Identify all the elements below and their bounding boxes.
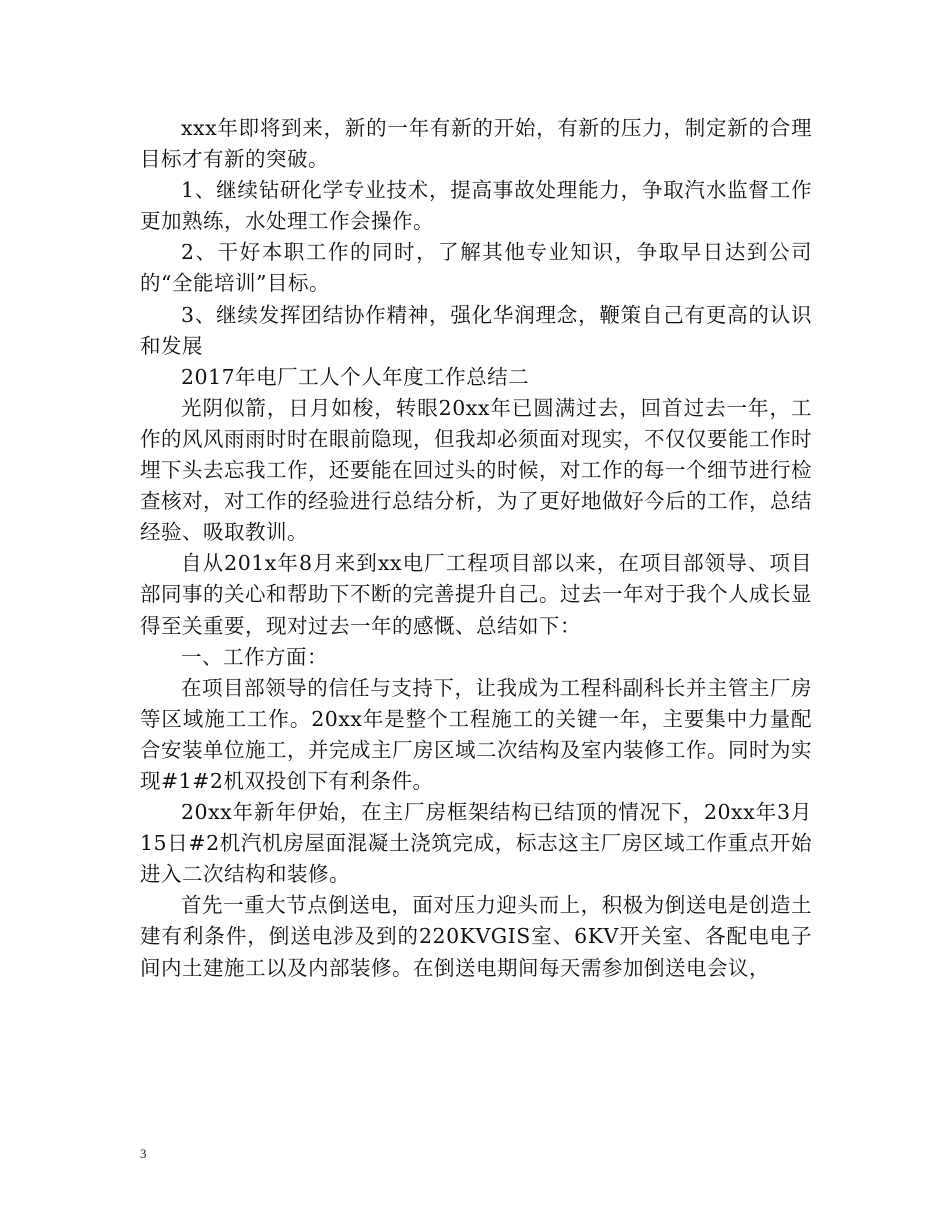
paragraph-11: 首先一重大节点倒送电，面对压力迎头而上，积极为倒送电是创造土建有利条件，倒送电涉及到的220KVGIS室、6KV开关室、各配电电子间内土建施工以及内部装修。在倒送电期间每天需参加倒送电会议， <box>140 893 812 980</box>
paragraph-3: 2、干好本职工作的同时，了解其他专业知识，争取早日达到公司的“全能培训”目标。 <box>140 240 812 296</box>
section-title: 2017年电厂工人个人年度工作总结二 <box>181 364 530 389</box>
paragraph-2: 1、继续钻研化学专业技术，提高事故处理能力，争取汽水监督工作更加熟练，水处理工作会操作。 <box>140 178 812 234</box>
paragraph-7: 自从201x年8月来到xx电厂工程项目部以来，在项目部领导、项目部同事的关心和帮助下不断的完善提升自己。过去一年对于我个人成长显得至关重要，现对过去一年的感慨、总结如下： <box>140 551 812 638</box>
page-number: 3 <box>140 1146 147 1161</box>
paragraph-4: 3、继续发挥团结协作精神，强化华润理念，鞭策自己有更高的认识和发展 <box>140 302 812 358</box>
document-body <box>140 113 812 984</box>
subsection-heading: 一、工作方面： <box>181 644 328 669</box>
paragraph-10: 20xx年新年伊始，在主厂房框架结构已结顶的情况下，20xx年3月15日#2机汽机房屋面混凝土浇筑完成，标志这主厂房区域工作重点开始进入二次结构和装修。 <box>140 800 812 887</box>
paragraph-6: 光阴似箭，日月如梭，转眼20xx年已圆满过去，回首过去一年，工作的风风雨雨时时在眼前隐现，但我却必须面对现实，不仅仅要能工作时埋下头去忘我工作，还要能在回过头的时候，对工作的每一个细节进行检查核对，对工作的经验进行总结分析，为了更好地做好今后的工作，总结经验、吸取教训。 <box>140 395 812 545</box>
paragraph-9: 在项目部领导的信任与支持下，让我成为工程科副科长并主管主厂房等区域施工工作。20xx年是整个工程施工的关键一年，主要集中力量配合安装单位施工，并完成主厂房区域二次结构及室内装修工作。同时为实现#1#2机双投创下有利条件。 <box>140 675 812 793</box>
paragraph-1: xxx年即将到来，新的一年有新的开始，有新的压力，制定新的合理目标才有新的突破。 <box>140 116 812 172</box>
